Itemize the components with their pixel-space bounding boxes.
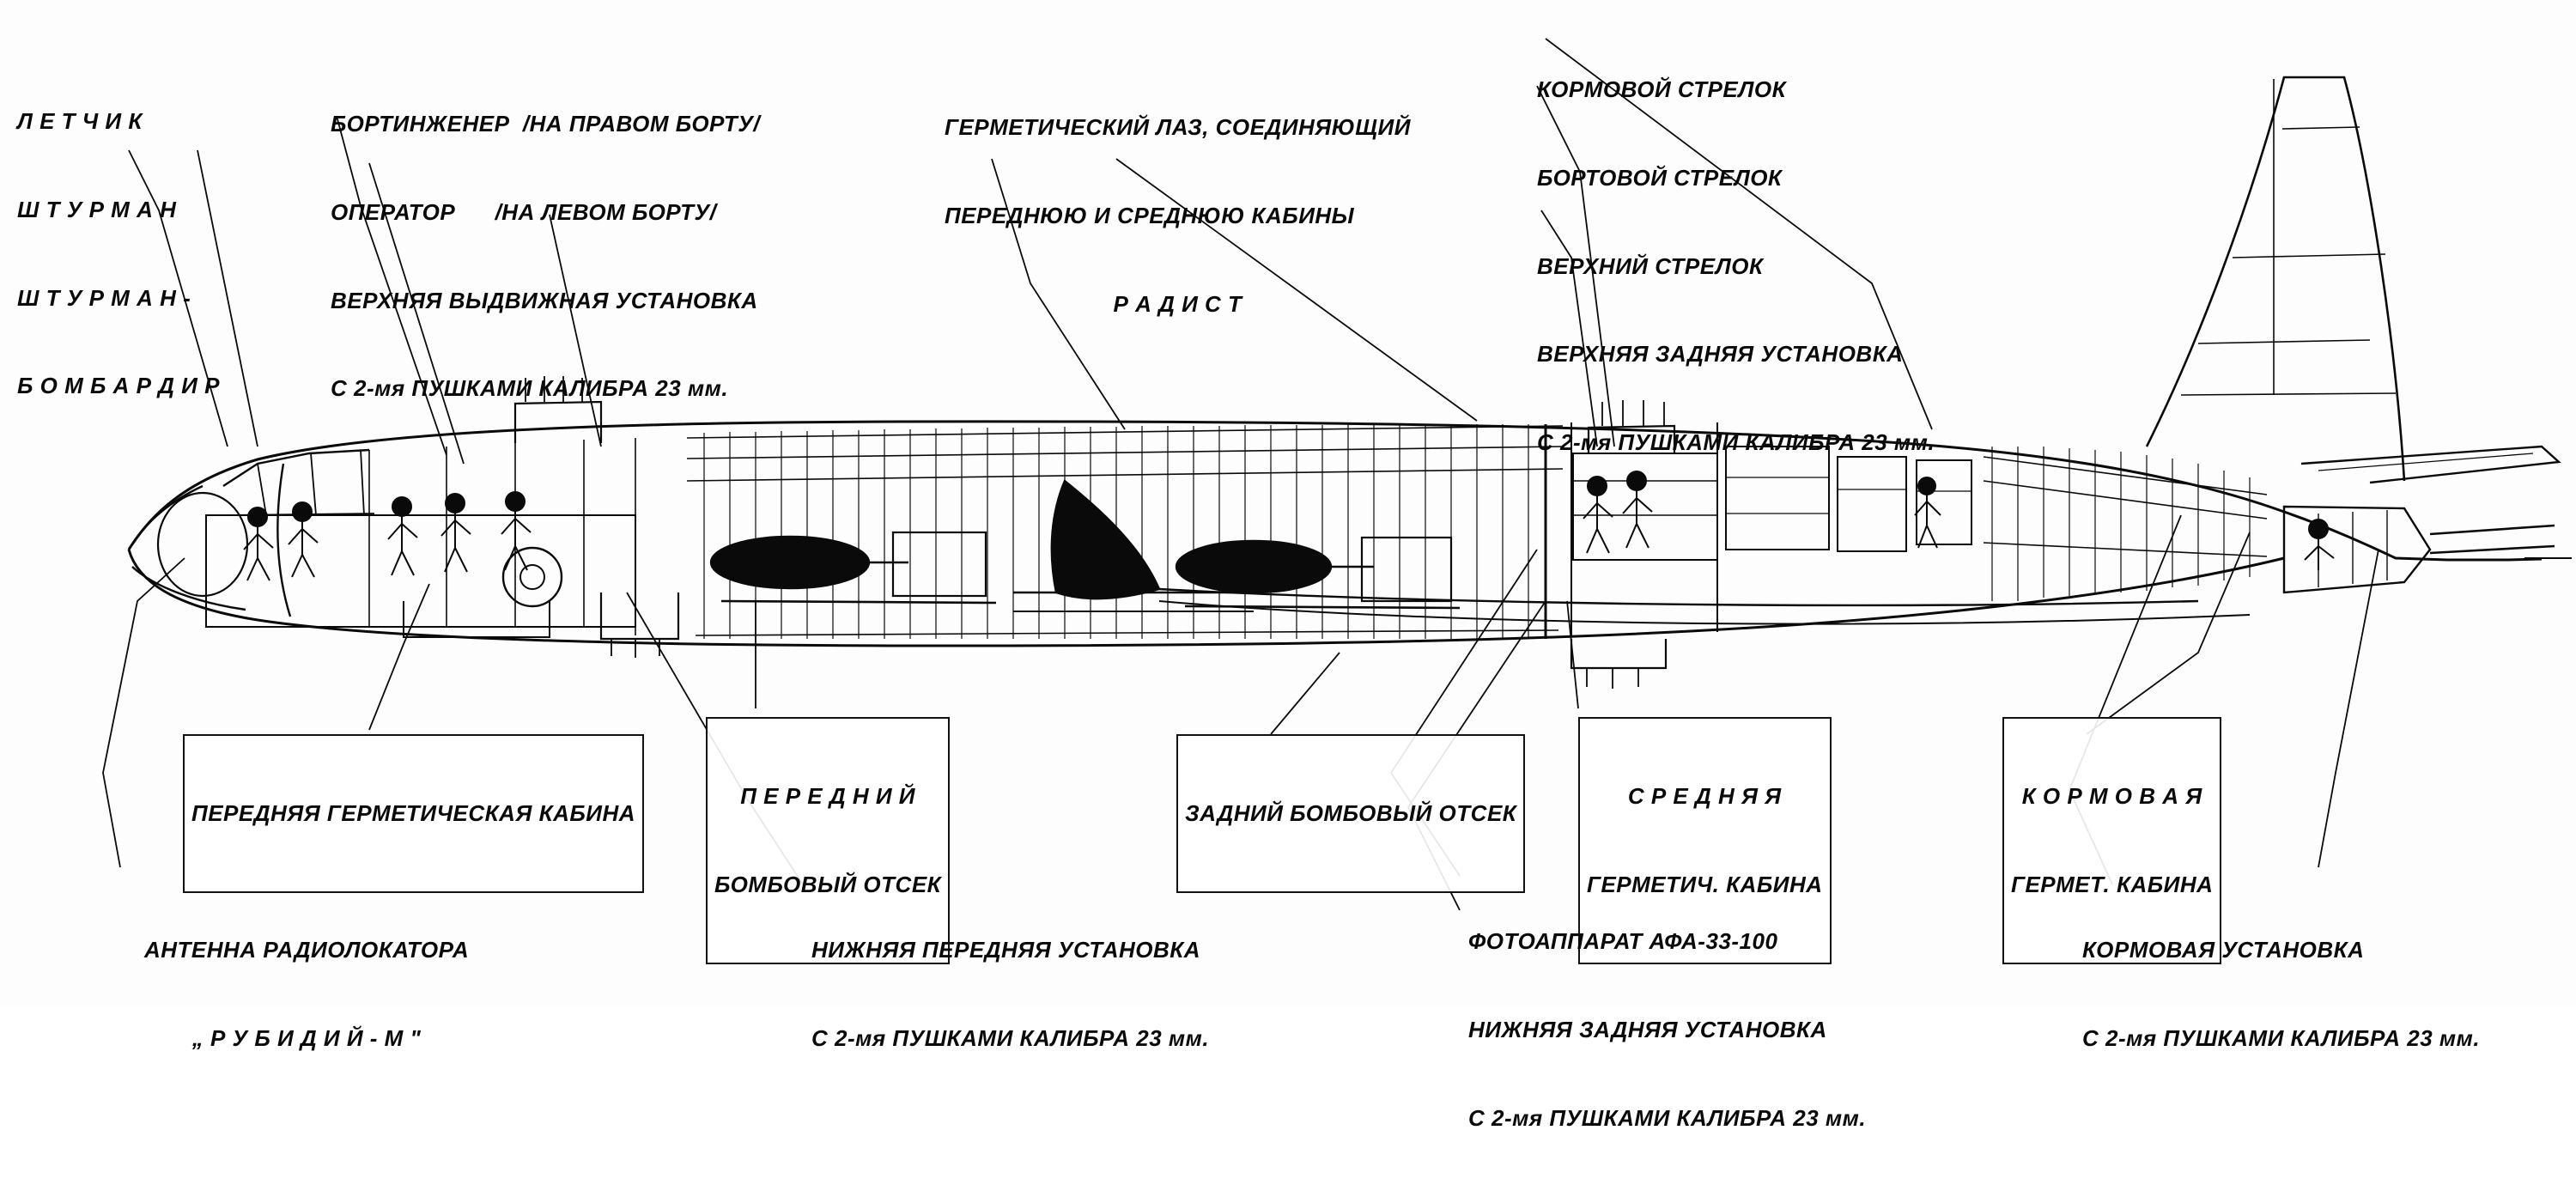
callout-line: С Р Е Д Н Я Я: [1627, 782, 1782, 809]
callout-tail-mount: [2082, 876, 2480, 1112]
callout-line: ЗАДНИЙ БОМБОВЫЙ ОТСЕК: [1185, 799, 1517, 826]
callout-line: К О Р М О В А Я: [2021, 782, 2202, 809]
callout-line: КОРМОВАЯ УСТАНОВКА: [2082, 936, 2365, 963]
callout-line: С 2-мя ПУШКАМИ КАЛИБРА 23 мм.: [331, 375, 729, 402]
callout-lower-forward-mount: [811, 876, 1209, 1112]
callout-line: ОПЕРАТОР /НА ЛЕВОМ БОРТУ/: [331, 198, 717, 225]
callout-line: ПЕРЕДНЮЮ И СРЕДНЮЮ КАБИНЫ: [945, 202, 1355, 228]
callout-line: Ш Т У Р М А Н -: [17, 284, 191, 311]
callout-line: БОМБОВЫЙ ОТСЕК: [714, 871, 942, 897]
callout-line: Ш Т У Р М А Н: [17, 196, 177, 222]
callout-line: ВЕРХНЯЯ ЗАДНЯЯ УСТАНОВКА: [1537, 341, 1904, 368]
callout-camera-and-lower-rear-mount: [1468, 867, 1866, 1191]
callout-line: ФОТОАППАРАТ АФА-33-100: [1468, 927, 1778, 954]
callout-line: Л Е Т Ч И К: [17, 107, 143, 134]
callout-line: Б О М Б А Р Д И Р: [17, 373, 220, 399]
callout-flight-engineer-operator-upper-turret: [331, 50, 760, 462]
callout-line: С 2-мя ПУШКАМИ КАЛИБРА 23 мм.: [2082, 1024, 2481, 1051]
callout-line: НИЖНЯЯ ЗАДНЯЯ УСТАНОВКА: [1468, 1016, 1827, 1042]
callout-line: Р А Д И С Т: [1113, 290, 1242, 317]
callout-line: БОРТОВОЙ СТРЕЛОК: [1537, 164, 1783, 191]
callout-forward-pressurized-cabin: [183, 734, 644, 893]
callout-line: П Е Р Е Д Н И Й: [740, 782, 915, 809]
callout-line: ПЕРЕДНЯЯ ГЕРМЕТИЧЕСКАЯ КАБИНА: [191, 799, 636, 826]
callout-line: С 2-мя ПУШКАМИ КАЛИБРА 23 мм.: [1537, 429, 1935, 456]
callout-line: НИЖНЯЯ ПЕРЕДНЯЯ УСТАНОВКА: [811, 936, 1201, 963]
callout-line: ВЕРХНЯЯ ВЫДВИЖНАЯ УСТАНОВКА: [331, 287, 758, 313]
callout-line: АНТЕННА РАДИОЛОКАТОРА: [144, 936, 470, 963]
callout-line: БОРТИНЖЕНЕР /НА ПРАВОМ БОРТУ/: [331, 110, 761, 137]
callout-tail-side-upper-gunners: [1537, 15, 1935, 516]
callout-line: КОРМОВОЙ СТРЕЛОК: [1537, 76, 1787, 102]
callout-line: С 2-мя ПУШКАМИ КАЛИБРА 23 мм.: [811, 1024, 1210, 1051]
callout-line: ГЕРМЕТ. КАБИНА: [2011, 871, 2214, 897]
callout-line: ВЕРХНИЙ СТРЕЛОК: [1537, 252, 1764, 279]
callout-line: ГЕРМЕТИЧЕСКИЙ ЛАЗ, СОЕДИНЯЮЩИЙ: [945, 113, 1411, 140]
callout-line: ГЕРМЕТИЧ. КАБИНА: [1587, 871, 1823, 897]
callout-line: „ Р У Б И Д И Й - М ": [191, 1024, 422, 1051]
callout-pilot-group: [17, 47, 220, 459]
callout-pressurized-hatch-radio-operator: [945, 53, 1411, 377]
callout-line: С 2-мя ПУШКАМИ КАЛИБРА 23 мм.: [1468, 1104, 1867, 1131]
callout-radar-antenna: [144, 876, 469, 1112]
